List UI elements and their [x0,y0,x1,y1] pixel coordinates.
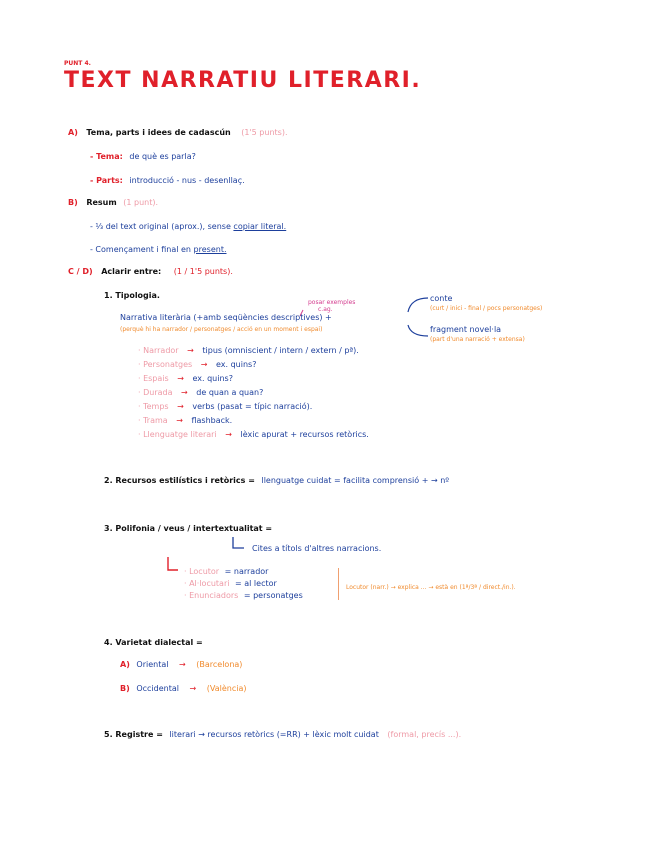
polifonia-heading: 3. Polifonia / veus / intertextualitat = [104,524,273,533]
section-cd-text: Aclarir entre: [101,267,162,276]
resum-line-2-text: - Començament i final en [90,245,191,254]
narrativa-sub: (perquè hi ha narrador / personatges / acció en un moment i espai) [120,326,323,333]
item-key: · Personatges [138,360,193,369]
varietat-b-label: B) [120,684,130,693]
registre-line [104,730,461,739]
tema-label: - Tema: [90,152,123,161]
tipologia-heading: 1. Tipologia. [104,291,160,300]
polifonia-item-locutor [184,567,268,576]
item-value: de quan a quan? [196,388,264,397]
item-key: · Durada [138,388,173,397]
item-value: flashback. [191,416,233,425]
section-b-label: B) [68,198,78,207]
item-value: ex. quins? [215,360,257,369]
divider [338,568,339,600]
item-value: tipus (omniscient / intern / extern / pª). [202,346,359,355]
tipologia-item-llenguatge [138,430,369,439]
arrow-icon: → [181,388,188,397]
item-key: · Al·locutari [184,579,230,588]
section-a-points: (1'5 punts). [241,128,288,137]
registre-paren: (formal, precís ...). [387,730,462,739]
arrow-icon: → [189,684,197,693]
page-title: TEXT NARRATIU LITERARI. [64,68,422,93]
varietat-heading: 4. Varietat dialectal = [104,638,203,647]
item-value: ex. quins? [192,374,233,383]
varietat-occidental [120,684,247,693]
section-b-points: (1 punt). [123,198,159,207]
arrow-icon: → [177,402,184,411]
arrow-icon: → [177,374,184,383]
section-cd [68,267,233,276]
parts-label: - Parts: [90,176,123,185]
tipologia-item-espais [138,374,233,383]
item-value: lèxic apurat + recursos retòrics. [240,430,369,439]
tipologia-item-temps [138,402,312,411]
arrow-icon: → [187,346,194,355]
point-number: PUNT 4. [64,60,91,67]
resum-line-1-underlined: copiar literal. [233,222,287,231]
item-key: · Trama [138,416,168,425]
tema-line [90,152,196,161]
section-a [68,128,288,137]
resum-line-2-underlined: present. [193,245,227,254]
arrow-icon: → [176,416,183,425]
varietat-oriental [120,660,242,669]
polifonia-item-allocutari [184,579,277,588]
polifonia-cites: Cites a títols d'altres narracions. [252,544,382,553]
varietat-a-text: Oriental [136,660,169,669]
varietat-a-label: A) [120,660,130,669]
item-value: = personatges [243,591,303,600]
item-value: = narrador [224,567,269,576]
parts-line [90,176,245,185]
section-b [68,198,158,207]
tipologia-annotation: posar exemples [308,299,356,306]
tema-text: de què es parla? [129,152,196,161]
resum-line-1-text: - ⅓ del text original (aprox.), sense [90,222,231,231]
polifonia-side-note: Locutor (narr.) → explica ... → està en (1ª/3ª / direct./in.). [346,584,516,591]
item-key: · Llenguatge literari [138,430,217,439]
section-a-text: Tema, parts i idees de cadascún [86,128,231,137]
tipologia-item-narrador [138,346,359,355]
varietat-a-paren: (Barcelona) [196,660,243,669]
item-value: = al lector [235,579,277,588]
varietat-b-text: Occidental [136,684,179,693]
item-key: · Temps [138,402,169,411]
arrow-icon: → [179,660,186,669]
tipologia-item-personatges [138,360,256,369]
recursos-text: llenguatge cuidat = facilita comprensió + → nº [261,476,450,485]
item-value: verbs (pasat = típic narració). [192,402,313,411]
section-cd-points: (1 / 1'5 punts). [173,267,233,276]
section-cd-label: C / D) [68,267,93,276]
resum-line-1 [90,222,286,231]
arrow-icon: → [225,430,232,439]
item-key: · Narrador [138,346,179,355]
item-key: · Espais [138,374,169,383]
item-key: · Enunciadors [184,591,239,600]
arrow-icon: → [200,360,208,369]
tipologia-item-trama [138,416,232,425]
fragment-sub: (part d'una narració + extensa) [430,336,525,343]
section-b-text: Resum [86,198,117,207]
conte-label: conte [430,294,453,303]
recursos-label: 2. Recursos estilístics i retòrics = [104,476,255,485]
varietat-b-paren: (València) [206,684,247,693]
section-a-label: A) [68,128,78,137]
fragment-label: fragment novel·la [430,325,502,334]
tipologia-item-durada [138,388,263,397]
narrativa-line: Narrativa literària (+amb seqüències descriptives) + [120,313,332,322]
item-key: · Locutor [184,567,220,576]
resum-line-2 [90,245,227,254]
polifonia-item-enunciadors [184,591,303,600]
registre-text: literari → recursos retòrics (=RR) + lèxic molt cuidat [169,730,379,739]
parts-text: introducció - nus - desenllaç. [129,176,245,185]
tipologia-annotation-2: c.ag. [318,306,333,313]
recursos-line [104,476,449,485]
conte-sub: (curt / inici - final / pocs personatges) [430,305,543,312]
registre-label: 5. Registre = [104,730,163,739]
